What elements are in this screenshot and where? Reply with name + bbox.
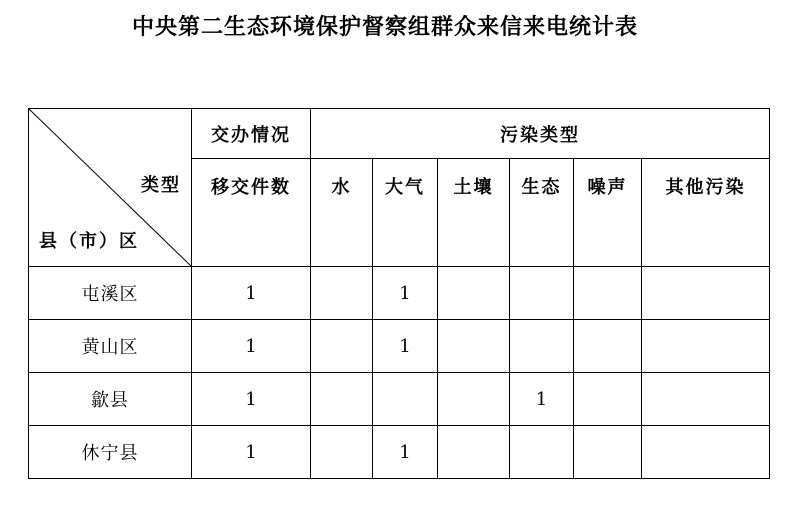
- table-row: [29, 267, 770, 320]
- soil-cell: [438, 267, 510, 320]
- noise-cell: [574, 320, 642, 373]
- noise-cell: [574, 426, 642, 479]
- assigned-count-header: 移交件数: [192, 159, 311, 267]
- water-cell: [311, 373, 373, 426]
- noise-cell: [574, 373, 642, 426]
- pollution-type-header-soil: 土壤: [438, 159, 510, 267]
- county-cell: 屯溪区: [29, 267, 192, 320]
- soil-cell: [438, 320, 510, 373]
- pollution-type-header-noise: 噪声: [574, 159, 642, 267]
- header-row-1: [29, 109, 770, 159]
- table-row: [29, 426, 770, 479]
- ecology-cell: [510, 320, 574, 373]
- soil-cell: [438, 373, 510, 426]
- ecology-cell: [510, 267, 574, 320]
- water-cell: [311, 426, 373, 479]
- pollution-type-header-other: 其他污染: [642, 159, 770, 267]
- pollution-type-header-air: 大气: [373, 159, 438, 267]
- other-cell: [642, 267, 770, 320]
- air-cell: 1: [373, 426, 438, 479]
- corner-type-label: 类型: [141, 175, 181, 196]
- water-cell: [311, 320, 373, 373]
- ecology-cell: [510, 426, 574, 479]
- corner-county-label: 县（市）区: [39, 231, 139, 252]
- county-cell: 歙县: [29, 373, 192, 426]
- soil-cell: [438, 426, 510, 479]
- other-cell: [642, 373, 770, 426]
- ecology-cell: 1: [510, 373, 574, 426]
- count-cell: 1: [192, 320, 311, 373]
- statistics-table: [28, 108, 770, 479]
- assigned-group-header: 交办情况: [192, 109, 311, 159]
- noise-cell: [574, 267, 642, 320]
- pollution-type-header-ecology: 生态: [510, 159, 574, 267]
- pollution-type-header-water: 水: [311, 159, 373, 267]
- page-title: 中央第二生态环境保护督察组群众来信来电统计表: [131, 14, 638, 40]
- pollution-group-header: 污染类型: [311, 109, 770, 159]
- corner-header-cell: [29, 109, 192, 267]
- other-cell: [642, 320, 770, 373]
- count-cell: 1: [192, 267, 311, 320]
- count-cell: 1: [192, 426, 311, 479]
- county-cell: 休宁县: [29, 426, 192, 479]
- table-row: [29, 373, 770, 426]
- water-cell: [311, 267, 373, 320]
- county-cell: 黄山区: [29, 320, 192, 373]
- other-cell: [642, 426, 770, 479]
- air-cell: 1: [373, 267, 438, 320]
- table-row: [29, 320, 770, 373]
- air-cell: 1: [373, 320, 438, 373]
- count-cell: 1: [192, 373, 311, 426]
- air-cell: [373, 373, 438, 426]
